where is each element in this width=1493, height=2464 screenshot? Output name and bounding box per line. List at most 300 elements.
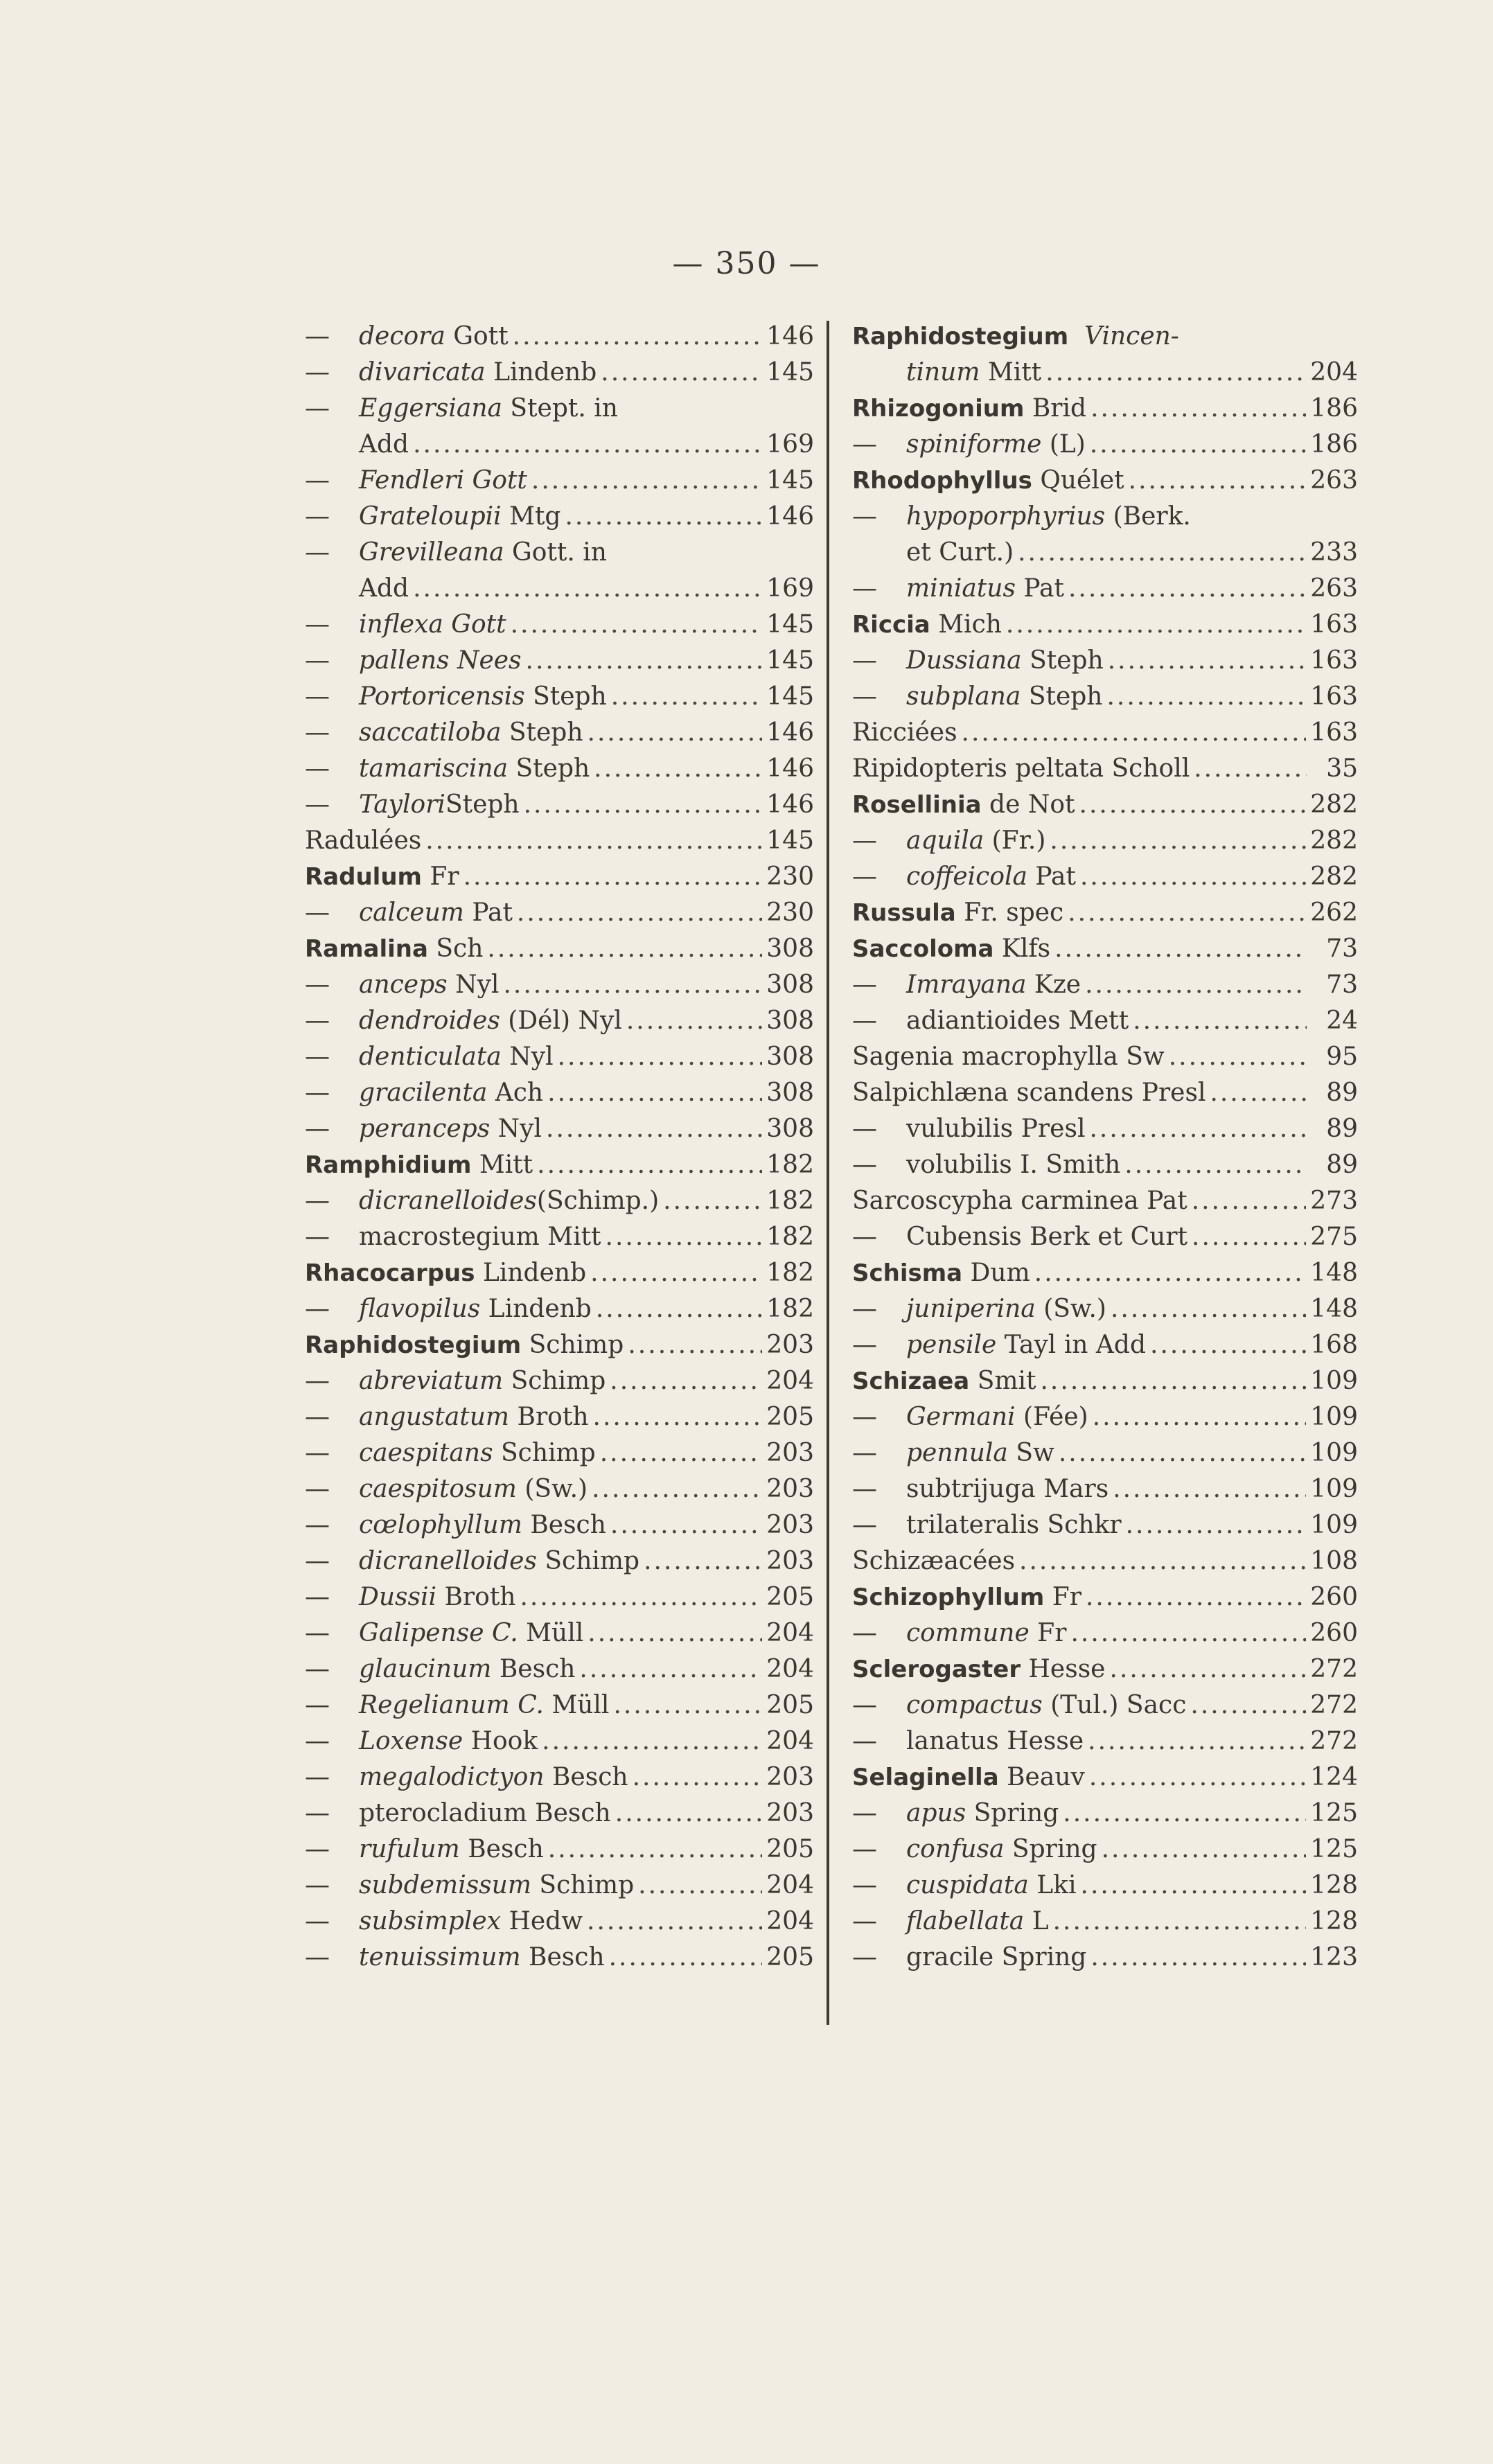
species-name: lanatus Hesse [906, 1727, 1084, 1755]
species-name: tenuissimum [359, 1943, 521, 1971]
dot-leader [1090, 427, 1306, 463]
page-reference: 124 [1310, 1763, 1358, 1791]
species-name: peranceps [359, 1115, 491, 1143]
entry-dash: — [852, 1439, 877, 1467]
index-entry [852, 823, 1358, 859]
species-name: calceum [359, 898, 464, 927]
species-name: juniperina [906, 1295, 1036, 1323]
dot-leader [1045, 355, 1306, 391]
author-name: Vincen- [1068, 322, 1179, 351]
entry-dash: — [305, 1583, 330, 1611]
entry-text: Sarcoscypha carminea Pat [852, 1187, 1187, 1215]
species-name: Dussii [359, 1583, 437, 1611]
dot-leader [503, 967, 762, 1003]
page-reference: 272 [1310, 1727, 1358, 1755]
page-reference: 308 [766, 1007, 814, 1035]
dot-leader [609, 1940, 763, 1976]
author-name: Gott. in [504, 538, 607, 567]
index-entry [852, 319, 1358, 355]
author-name: Steph [1021, 682, 1103, 711]
dot-leader [1210, 1075, 1307, 1111]
author-name: Brid [1024, 394, 1087, 423]
species-name: Fendleri Gott [359, 466, 527, 495]
page-reference: 146 [766, 322, 814, 351]
species-name: cœlophyllum [359, 1511, 522, 1539]
index-entry [852, 931, 1358, 967]
entry-dash: — [852, 1403, 877, 1431]
index-entry [305, 715, 814, 751]
entry-dash: — [852, 1691, 877, 1719]
page-reference: 203 [766, 1547, 814, 1575]
species-name: rufulum [359, 1835, 460, 1863]
page-reference: 146 [766, 790, 814, 819]
species-name: caespitans [359, 1439, 493, 1467]
index-entry [852, 751, 1358, 787]
index-entry [852, 1003, 1358, 1039]
author-name: Stept. in [502, 394, 618, 423]
species-name: coffeicola [906, 862, 1027, 891]
species-name: gracile Spring [906, 1943, 1087, 1971]
species-name: apus [906, 1799, 966, 1827]
dot-leader [628, 1327, 762, 1363]
genus-name: Schizophyllum [852, 1584, 1045, 1611]
dot-leader [1124, 1147, 1307, 1183]
page-reference: 260 [1310, 1619, 1358, 1647]
dot-leader [1113, 1471, 1306, 1507]
author-name: Mich [930, 610, 1002, 639]
page-reference: 145 [766, 610, 814, 639]
page-reference: 163 [1310, 682, 1358, 711]
index-entry [305, 427, 814, 463]
page-reference: 109 [1310, 1511, 1358, 1539]
dot-leader [511, 607, 763, 643]
dot-leader [413, 427, 762, 463]
species-name: saccatiloba [359, 718, 502, 747]
species-name: abreviatum [359, 1367, 504, 1395]
species-name: glaucinum [359, 1655, 492, 1683]
species-name: macrostegium Mitt [359, 1223, 601, 1251]
page-reference: 125 [1310, 1835, 1358, 1863]
index-entry [305, 1183, 814, 1219]
index-entry [852, 895, 1358, 931]
dot-leader [517, 895, 762, 931]
page-reference: 35 [1326, 754, 1358, 783]
index-entry [305, 499, 814, 535]
index-entry [305, 391, 814, 427]
author-name: Schimp [503, 1367, 606, 1395]
author-name: Fr [1029, 1619, 1067, 1647]
species-name: hypoporphyrius [906, 502, 1106, 531]
entry-dash: — [305, 1043, 330, 1071]
species-name: Dussiana [906, 646, 1022, 675]
dot-leader [548, 1832, 763, 1868]
author-name: Pat [1027, 862, 1076, 891]
dot-leader [1053, 1904, 1307, 1940]
page-reference: 182 [766, 1259, 814, 1287]
species-name: anceps [359, 970, 448, 999]
dot-leader [537, 1147, 762, 1183]
page-reference: 182 [766, 1151, 814, 1179]
page-reference: 125 [1310, 1799, 1358, 1827]
index-entry [305, 895, 814, 931]
entry-dash: — [305, 898, 330, 927]
author-name: Schimp [531, 1871, 635, 1899]
entry-dash: — [305, 718, 330, 747]
species-name: Grateloupii [359, 502, 502, 531]
entry-text: Schizæacées [852, 1547, 1016, 1575]
index-entry [305, 1579, 814, 1615]
dot-leader [558, 1039, 763, 1075]
dot-leader [588, 1615, 762, 1651]
page-reference: 204 [766, 1655, 814, 1683]
dot-leader [601, 355, 762, 391]
page-reference: 182 [766, 1295, 814, 1323]
author-name: Schimp [521, 1331, 624, 1359]
index-entry [852, 1291, 1358, 1327]
index-entry [305, 607, 814, 643]
author-name: Broth [509, 1403, 589, 1431]
author-name: Nyl [447, 970, 500, 999]
dot-leader [1018, 535, 1306, 571]
index-entry [305, 1940, 814, 1976]
species-name: megalodictyon [359, 1763, 545, 1791]
index-entry [852, 1219, 1358, 1255]
dot-leader [663, 1183, 762, 1219]
entry-dash: — [305, 1763, 330, 1791]
author-name: Kze [1026, 970, 1081, 999]
genus-name: Rhodophyllus [852, 467, 1032, 495]
entry-dash: — [305, 1403, 330, 1431]
entry-dash: — [852, 1619, 877, 1647]
index-entry [852, 787, 1358, 823]
species-name: subtrijuga Mars [906, 1475, 1109, 1503]
entry-dash: — [305, 1475, 330, 1503]
page-reference: 205 [766, 1583, 814, 1611]
dot-leader [526, 643, 763, 679]
species-name: compactus [906, 1691, 1043, 1719]
index-entry [305, 355, 814, 391]
author-name: Besch [491, 1655, 576, 1683]
index-entry [852, 643, 1358, 679]
page-reference: 95 [1326, 1043, 1358, 1071]
entry-dash: — [852, 1115, 877, 1143]
page-reference: 145 [766, 466, 814, 495]
entry-dash: — [305, 1727, 330, 1755]
page-reference: 204 [766, 1871, 814, 1899]
dot-leader [596, 1291, 762, 1327]
dot-leader [1063, 1796, 1306, 1832]
dot-leader [592, 1471, 762, 1507]
page-reference: 24 [1326, 1007, 1358, 1035]
index-entry [305, 319, 814, 355]
index-entry [305, 1075, 814, 1111]
dot-leader [644, 1543, 762, 1579]
entry-dash: — [852, 1907, 877, 1935]
entry-dash: — [305, 1007, 330, 1035]
species-name: Cubensis Berk et Curt [906, 1223, 1188, 1251]
species-name: Eggersiana [359, 394, 502, 423]
index-entry [305, 571, 814, 607]
dot-leader [542, 1723, 762, 1760]
index-entry [852, 1651, 1358, 1687]
page-reference: 260 [1310, 1583, 1358, 1611]
index-entry [305, 1832, 814, 1868]
page-reference: 262 [1310, 898, 1358, 927]
page-reference: 263 [1310, 574, 1358, 603]
author-name: de Not [981, 790, 1075, 819]
index-entry [852, 1111, 1358, 1147]
entry-dash: — [305, 1115, 330, 1143]
entry-dash: — [852, 1871, 877, 1899]
index-entry [852, 1579, 1358, 1615]
page-reference: 186 [1310, 430, 1358, 459]
page-reference: 163 [1310, 718, 1358, 747]
entry-dash: — [305, 1871, 330, 1899]
index-entry [305, 823, 814, 859]
species-name: divaricata [359, 358, 486, 387]
entry-dash: — [852, 1151, 877, 1179]
dot-leader [1090, 391, 1306, 427]
dot-leader [1093, 1399, 1307, 1435]
page-reference: 233 [1310, 538, 1358, 567]
index-entry [852, 355, 1358, 391]
entry-dash: — [305, 322, 330, 351]
entry-dash: — [305, 970, 330, 999]
dot-leader [638, 1868, 762, 1904]
genus-name: Ramalina [305, 935, 428, 963]
page-reference: 205 [766, 1403, 814, 1431]
dot-leader [1050, 823, 1306, 859]
entry-dash: — [305, 466, 330, 495]
entry-dash: — [305, 1799, 330, 1827]
species-name: flavopilus [359, 1295, 481, 1323]
index-entry [305, 751, 814, 787]
index-entry [305, 643, 814, 679]
dot-leader [1070, 1615, 1306, 1651]
index-entry [852, 1723, 1358, 1760]
dot-leader [487, 931, 762, 967]
index-entry [852, 1147, 1358, 1183]
author-name: (Fée) [1015, 1403, 1088, 1431]
species-name: confusa [906, 1835, 1005, 1863]
genus-name: Saccoloma [852, 935, 994, 963]
author-name: (L) [1041, 430, 1086, 459]
page-reference: 308 [766, 1079, 814, 1107]
species-name: pterocladium Besch [359, 1799, 611, 1827]
page-reference: 203 [766, 1331, 814, 1359]
entry-dash: — [852, 1475, 877, 1503]
dot-leader [611, 679, 763, 715]
page-reference: 272 [1310, 1691, 1358, 1719]
page-reference: 145 [766, 646, 814, 675]
page-reference: 168 [1310, 1331, 1358, 1359]
dot-leader [1040, 1363, 1306, 1399]
page-reference: 263 [1310, 466, 1358, 495]
entry-continuation: et Curt.) [906, 538, 1014, 567]
species-name: miniatus [906, 574, 1016, 603]
entry-dash: — [852, 1331, 877, 1359]
entry-dash: — [305, 1943, 330, 1971]
page-reference: 123 [1310, 1943, 1358, 1971]
dot-leader [513, 319, 763, 355]
page-reference: 128 [1310, 1907, 1358, 1935]
entry-dash: — [305, 1907, 330, 1935]
page-reference: 282 [1310, 790, 1358, 819]
genus-name: Russula [852, 899, 956, 927]
author-name: Mitt [980, 358, 1042, 387]
page-reference: 203 [766, 1799, 814, 1827]
species-name: adiantioides Mett [906, 1007, 1129, 1035]
dot-leader [1019, 1543, 1306, 1579]
dot-leader [1194, 751, 1307, 787]
author-name: Fr [421, 862, 459, 891]
author-name: Mtg [501, 502, 561, 531]
entry-dash: — [305, 610, 330, 639]
author-name: Fr [1044, 1583, 1081, 1611]
author-name: Lindenb [485, 358, 597, 387]
author-name: Gott [445, 322, 509, 351]
index-entry [852, 1507, 1358, 1543]
species-name: dendroides [359, 1007, 500, 1035]
page-reference: 148 [1310, 1259, 1358, 1287]
dot-leader [1054, 931, 1307, 967]
index-entry [852, 1687, 1358, 1723]
entry-dash: — [852, 502, 877, 531]
species-name: pallens Nees [359, 646, 522, 675]
index-entry [305, 535, 814, 571]
genus-name: Schisma [852, 1259, 963, 1287]
author-name: Hesse [1021, 1655, 1106, 1683]
dot-leader [546, 1111, 762, 1147]
author-name: Schimp [493, 1439, 596, 1467]
author-name: Beauv [998, 1763, 1085, 1791]
page-reference: 146 [766, 754, 814, 783]
author-name: Quélet [1032, 466, 1124, 495]
author-name: (Dél) Nyl [500, 1007, 622, 1035]
index-entry [305, 931, 814, 967]
entry-text: Radulées [305, 826, 422, 855]
index-entry [305, 1327, 814, 1363]
dot-leader [1068, 571, 1306, 607]
index-entry [305, 463, 814, 499]
genus-name: Raphidostegium [852, 323, 1069, 351]
page-reference: 203 [766, 1511, 814, 1539]
page-number: — 350 — [672, 246, 821, 281]
species-name: vulubilis Presl [906, 1115, 1086, 1143]
species-name: dicranelloides [359, 1547, 537, 1575]
page-reference: 230 [766, 862, 814, 891]
author-name: Steph [524, 682, 607, 711]
index-entry [852, 1832, 1358, 1868]
entry-dash: — [852, 862, 877, 891]
species-name: Loxense [359, 1727, 463, 1755]
index-entry [852, 571, 1358, 607]
dot-leader [524, 787, 763, 823]
author-name: Tayl in Add [996, 1331, 1146, 1359]
index-entry [305, 1760, 814, 1796]
author-name: Mitt [471, 1151, 533, 1179]
page-reference: 204 [766, 1367, 814, 1395]
species-name: caespitosum [359, 1475, 517, 1503]
page-reference: 308 [766, 970, 814, 999]
index-entry [852, 1615, 1358, 1651]
genus-name: Rhacocarpus [305, 1259, 475, 1287]
page-reference: 89 [1326, 1079, 1358, 1107]
entry-dash: — [852, 1835, 877, 1863]
species-name: commune [906, 1619, 1030, 1647]
genus-name: Riccia [852, 611, 930, 639]
species-name: flabellata [906, 1907, 1025, 1935]
index-entry [852, 1399, 1358, 1435]
index-entry [852, 1471, 1358, 1507]
index-entry [305, 1399, 814, 1435]
species-name: Portoricensis [359, 682, 525, 711]
page-reference: 282 [1310, 826, 1358, 855]
author-name: Lki [1028, 1871, 1077, 1899]
page-reference: 308 [766, 1043, 814, 1071]
entry-dash: — [852, 1943, 877, 1971]
index-entry [305, 1255, 814, 1291]
species-name: tamariscina [359, 754, 509, 783]
author-name: Smit [969, 1367, 1036, 1395]
author-name: (Fr.) [984, 826, 1046, 855]
species-name: dicranelloides [359, 1187, 537, 1215]
index-entry [305, 1651, 814, 1687]
page-reference: 204 [766, 1619, 814, 1647]
page-reference: 163 [1310, 646, 1358, 675]
dot-leader [600, 1435, 763, 1471]
author-name: Nyl [490, 1115, 542, 1143]
entry-dash: — [305, 1835, 330, 1863]
author-name: Schimp [536, 1547, 640, 1575]
dot-leader [1192, 1219, 1306, 1255]
dot-leader [1059, 1435, 1306, 1471]
index-entry [305, 1291, 814, 1327]
index-entry [852, 715, 1358, 751]
dot-leader [1169, 1039, 1307, 1075]
dot-leader [633, 1760, 763, 1796]
page-reference: 169 [766, 574, 814, 603]
author-name: (Berk. [1105, 502, 1191, 531]
entry-dash: — [852, 1727, 877, 1755]
index-entry [305, 1039, 814, 1075]
entry-dash: — [305, 1079, 330, 1107]
dot-leader [1085, 967, 1307, 1003]
index-entry [305, 1435, 814, 1471]
species-name: angustatum [359, 1403, 510, 1431]
index-entry [305, 1111, 814, 1147]
index-entry [852, 859, 1358, 895]
column-divider [827, 321, 829, 2025]
species-name: pensile [906, 1331, 997, 1359]
dot-leader [615, 1796, 763, 1832]
author-name: Pat [463, 898, 513, 927]
index-entry [852, 1543, 1358, 1579]
index-entry [852, 1868, 1358, 1904]
page-reference: 109 [1310, 1475, 1358, 1503]
author-name: Hedw [501, 1907, 583, 1935]
dot-leader [590, 1255, 762, 1291]
index-entry [305, 859, 814, 895]
page-reference: 204 [1310, 358, 1358, 387]
entry-continuation: tinum [906, 358, 980, 387]
dot-leader [610, 1507, 762, 1543]
entry-text: Sagenia macrophylla Sw [852, 1043, 1165, 1071]
dot-leader [587, 1904, 762, 1940]
page-reference: 308 [766, 934, 814, 963]
author-name: Besch [544, 1763, 628, 1791]
author-name: Müll [543, 1691, 610, 1719]
